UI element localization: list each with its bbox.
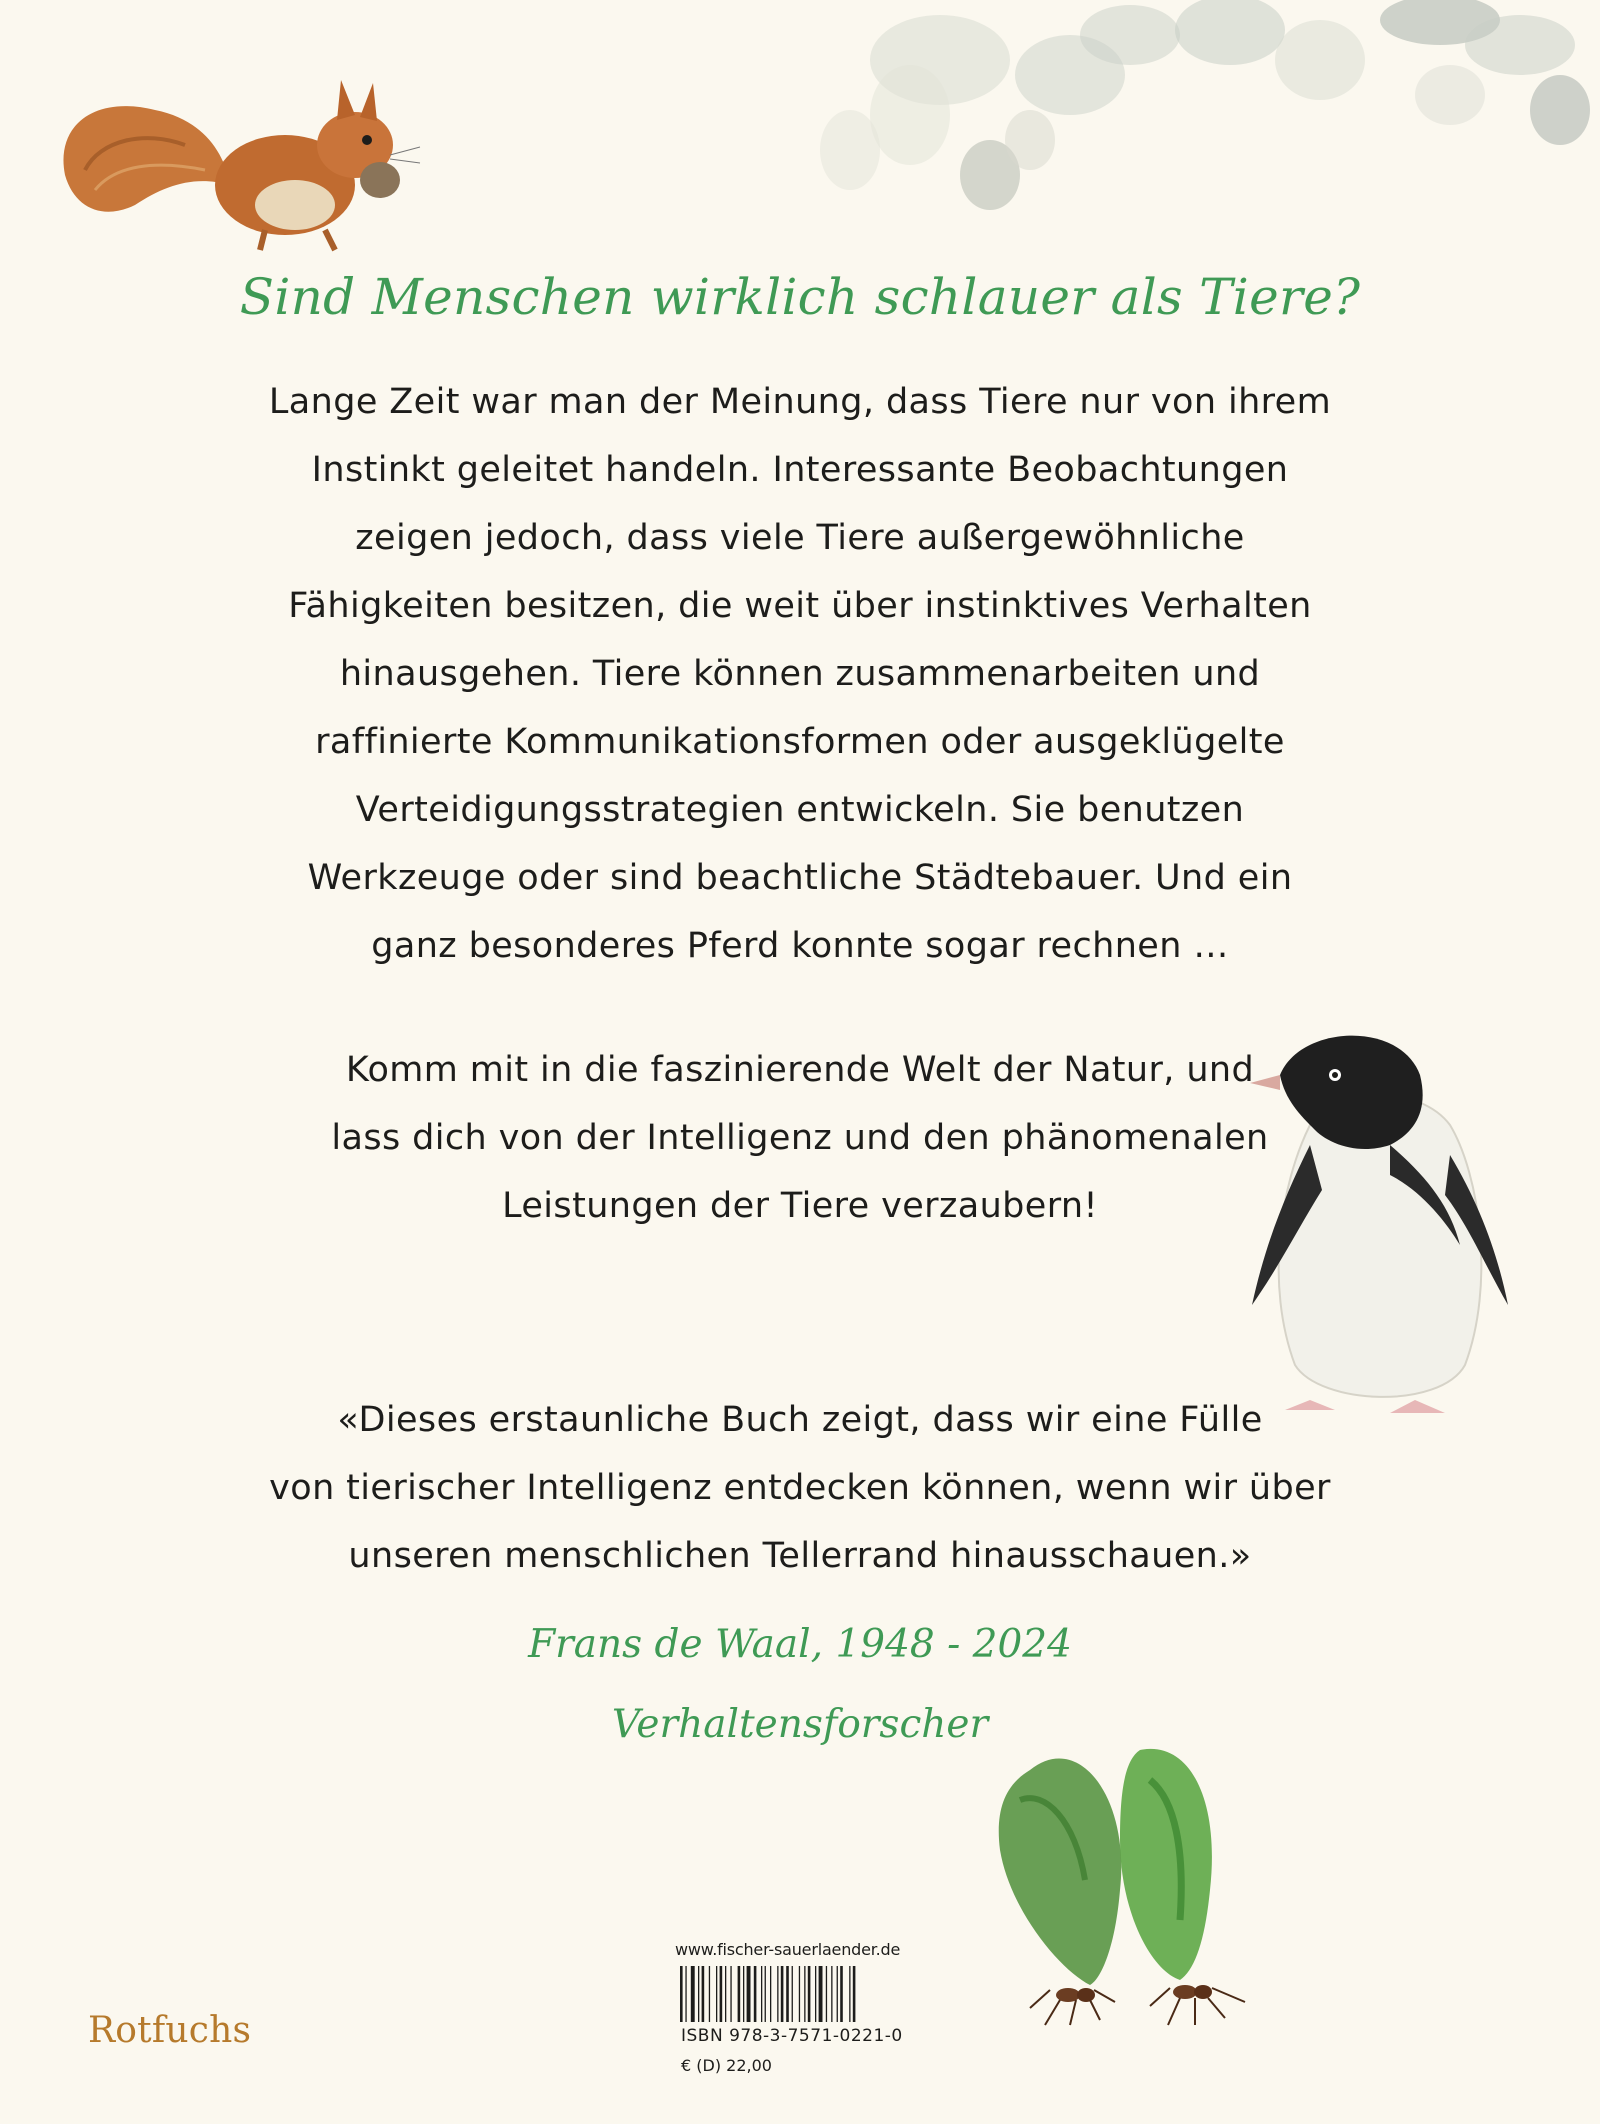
- barcode-bar: [725, 1966, 726, 2022]
- text-line: Werkzeuge oder sind beachtliche Städtebauer. Und ein: [307, 858, 1293, 898]
- barcode-bar: [747, 1966, 751, 2022]
- barcode: [680, 1966, 912, 2022]
- barcode-bar: [685, 1966, 686, 2022]
- quote-line: unseren menschlichen Tellerrand hinausschauen.»: [348, 1536, 1252, 1576]
- headline: Sind Menschen wirklich schlauer als Tiere?: [239, 268, 1361, 326]
- quote-line: «Dieses erstaunliche Buch zeigt, dass wir eine Fülle: [337, 1400, 1263, 1440]
- attribution-role: Verhaltensforscher: [611, 1702, 989, 1747]
- quote-attribution: [0, 1605, 1600, 1765]
- barcode-bar: [786, 1966, 789, 2022]
- text-line: Lange Zeit war man der Meinung, dass Tiere nur von ihrem: [268, 382, 1332, 422]
- barcode-bar: [743, 1966, 744, 2022]
- barcode-bar: [815, 1966, 816, 2022]
- barcode-bar: [716, 1966, 717, 2022]
- watercolor-splash: [800, 0, 1600, 240]
- barcode-bar: [831, 1966, 832, 2022]
- barcode-bar: [765, 1966, 766, 2022]
- barcode-bar: [680, 1966, 683, 2022]
- barcode-bar: [702, 1966, 705, 2022]
- barcode-bar: [804, 1966, 805, 2022]
- intro-paragraph: [200, 368, 1400, 980]
- barcode-bar: [826, 1966, 827, 2022]
- invitation-paragraph: [200, 1036, 1400, 1240]
- text-line: Instinkt geleitet handeln. Interessante Beobachtungen: [311, 450, 1289, 490]
- text-line: hinausgehen. Tiere können zusammenarbeiten und: [339, 654, 1261, 694]
- isbn: ISBN 978-3-7571-0221-0: [681, 2026, 903, 2046]
- text-line: Fähigkeiten besitzen, die weit über instinktives Verhalten: [288, 586, 1312, 626]
- barcode-bar: [837, 1966, 838, 2022]
- barcode-bar: [738, 1966, 741, 2022]
- price: € (D) 22,00: [681, 2056, 772, 2075]
- barcode-bar: [691, 1966, 695, 2022]
- barcode-bar: [808, 1966, 811, 2022]
- barcode-bar: [730, 1966, 731, 2022]
- barcode-bar: [777, 1966, 778, 2022]
- text-line: ganz besonderes Pferd konnte sogar rechnen …: [371, 926, 1229, 966]
- barcode-bar: [819, 1966, 823, 2022]
- barcode-bar: [761, 1966, 762, 2022]
- barcode-bar: [792, 1966, 793, 2022]
- attribution-name: Frans de Waal, 1948 - 2024: [528, 1622, 1072, 1667]
- barcode-bar: [799, 1966, 800, 2022]
- barcode-bar: [853, 1966, 856, 2022]
- text-line: Leistungen der Tiere verzaubern!: [502, 1186, 1098, 1226]
- barcode-bar: [770, 1966, 771, 2022]
- text-line: Verteidigungsstrategien entwickeln. Sie benutzen: [355, 790, 1245, 830]
- publisher-website: www.fischer-sauerlaender.de: [675, 1940, 901, 1959]
- quote-paragraph: [200, 1386, 1400, 1590]
- text-line: zeigen jedoch, dass viele Tiere außergewöhnliche: [355, 518, 1245, 558]
- squirrel-illustration: [55, 55, 425, 255]
- text-line: Komm mit in die faszinierende Welt der Natur, und: [345, 1050, 1255, 1090]
- text-line: raffinierte Kommunikationsformen oder ausgeklügelte: [315, 722, 1285, 762]
- leafcutter-ants-illustration: [990, 1740, 1310, 2040]
- barcode-bar: [754, 1966, 757, 2022]
- barcode-bar: [840, 1966, 843, 2022]
- barcode-bar: [781, 1966, 784, 2022]
- barcode-bar: [849, 1966, 850, 2022]
- text-line: lass dich von der Intelligenz und den phänomenalen: [331, 1118, 1269, 1158]
- barcode-bar: [720, 1966, 723, 2022]
- barcode-bar: [698, 1966, 699, 2022]
- barcode-bar: [709, 1966, 710, 2022]
- publisher-logo: Rotfuchs: [88, 2010, 252, 2051]
- quote-line: von tierischer Intelligenz entdecken können, wenn wir über: [269, 1468, 1331, 1508]
